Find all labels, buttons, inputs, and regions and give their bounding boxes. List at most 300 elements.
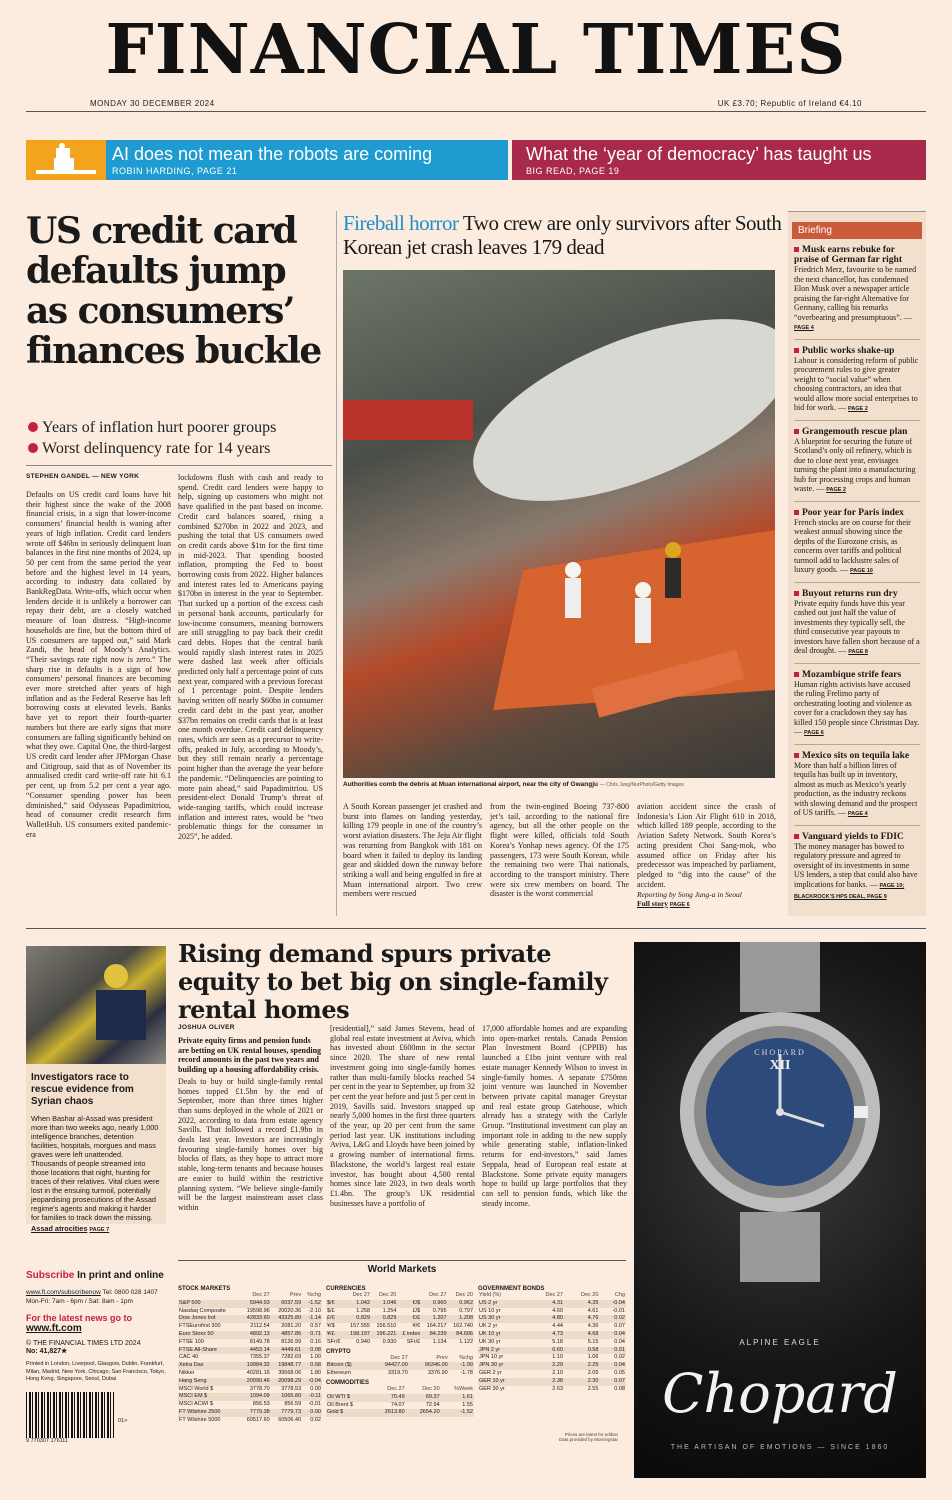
market-row: [478, 1378, 626, 1386]
briefing-page-link[interactable]: PAGE 2: [826, 487, 846, 493]
market-row: [178, 1362, 322, 1370]
market-cell: Ethereum: [327, 1370, 351, 1377]
market-col-header: %chg: [459, 1354, 473, 1361]
market-col-header: [326, 1355, 369, 1363]
market-cell: JPN 2 yr: [478, 1347, 529, 1355]
market-cell: 4.73: [529, 1331, 564, 1339]
market-col-header: [397, 1292, 421, 1300]
market-cell: 0.960: [421, 1300, 447, 1308]
market-cell: -0.04: [302, 1378, 322, 1386]
pe-byline: JOSHUA OLIVER: [178, 1024, 235, 1031]
pe-col-1-wrap: [178, 1036, 323, 1225]
market-cell: 0.08: [614, 1385, 625, 1392]
dial-numeral: XII: [769, 1058, 791, 1073]
market-row: [178, 1378, 322, 1386]
market-cell: 0.962: [448, 1300, 474, 1308]
market-cell: 4.60: [552, 1307, 563, 1314]
market-section-label: CURRENCIES: [326, 1286, 366, 1292]
crash-kicker: Fireball horror: [343, 211, 459, 235]
market-cell: US 10 yr: [479, 1307, 501, 1314]
market-cell: 5.18: [552, 1338, 563, 1345]
market-table-crypto: [326, 1355, 474, 1378]
market-row: [178, 1323, 322, 1331]
market-col-header: Dec 27: [352, 1292, 370, 1298]
briefing-item[interactable]: [794, 508, 920, 583]
crash-col-1: A South Korean passenger jet crashed and burst into flames on landing yesterday, killing 179 people in one of the country’s worst aviation disasters. The Jeju Air flight was returning from Bangkok with 181 on board when it failed to deploy its landing gear and skidded down the runway before striking a wall and being engulfed in fire at Muan international airport. Two crew members were rescued: [343, 802, 482, 899]
market-col-header: Dec 27: [429, 1292, 447, 1298]
banner-democracy[interactable]: [512, 140, 926, 180]
market-col-header: Dec 20: [455, 1292, 473, 1298]
market-cell: 1.207: [421, 1315, 447, 1323]
market-cell: SFr/€: [327, 1338, 341, 1345]
briefing-item-title: Mexico sits on tequila lake: [794, 751, 920, 761]
syria-headline: Investigators race to rescue evidence from Syrian chaos: [31, 1072, 134, 1107]
market-cell: 4.36: [587, 1323, 599, 1330]
market-cell: 856.59: [284, 1401, 302, 1408]
market-row: [478, 1386, 626, 1394]
lead-col-2: lockdowns flush with cash and ready to spend. Credit card lenders were happy to help, signing up customers who might not have qualified in the past based on income. Credit card balances soared, rising a combined $270bn in 2022 and 2023, and pushing the total that US consumers owed on credit cards above $1tn for the first time in mid-2023. That spending boosted inflation, prompting the Fed to boost borrowing costs from 2022. Higher balances and interest rates led to Americans paying $170bn in interest in the year to September. That sucked up a portion of the excess cash in personal bank accounts, particularly for low-income consumers, meaning borrowers are still struggling to pay back their credit card debts. Hopes that the central bank would rapidly slash interest rates in 2025 were dashed last week after officials predicted only half a percentage point of cuts next year, compared with a previous forecast of 1 percentage point. Despite lenders having written off nearly $60bn in consumer credit card debt in the past year, another $37bn remains on credit cards that is at least one month overdue. Credit card delinquency rates, which are seen as a precursor to write-offs, peaked in July, according to Moody’s, but they still remain nearly a percentage point higher than the average the year before the pandemic. “Delinquencies are pointing to more pain ahead,” said Papadimitriou. US president-elect Donald Trump’s threat of wide-ranging tariffs, which could increase inflation and interest rates, would be “two problematic things for the consumer in 2025”, he added.: [178, 473, 323, 842]
crash-caption: Authorities comb the debris at Muan international airport, near the city of Gwangju — Chris Jung/NurPhoto/Getty Images: [343, 781, 684, 788]
market-cell: 856.53: [252, 1401, 270, 1408]
market-cell: 1.046: [371, 1300, 397, 1308]
market-col-header: Yield (%): [479, 1292, 502, 1298]
market-row: [178, 1300, 322, 1308]
market-cell: 0.930: [382, 1338, 397, 1345]
market-cell: 0.58: [564, 1347, 599, 1355]
briefing-item[interactable]: [794, 346, 920, 421]
market-cell: €/£: [397, 1315, 421, 1323]
market-col-header: Prev: [289, 1292, 302, 1298]
lead-bullet-1: Years of inflation hurt poorer groups: [28, 419, 328, 437]
market-cell: 1.258: [356, 1307, 370, 1314]
market-cell: 1.55: [462, 1401, 473, 1408]
market-cell: -0.01: [612, 1307, 625, 1314]
market-cell: 2654.20: [406, 1409, 441, 1417]
market-cell: Gold $: [326, 1409, 371, 1417]
market-cell: -1.52: [441, 1409, 474, 1417]
market-cell: 0.07: [599, 1378, 626, 1386]
market-cell: 0.05: [614, 1369, 625, 1376]
market-cell: 196.221: [371, 1331, 397, 1339]
market-cell: 0.04: [614, 1338, 625, 1345]
market-cell: 1065.80: [271, 1393, 302, 1401]
briefing-item-text: A blueprint for securing the future of Scotland’s only oil refinery, which is due to close next year, envisages turning the plant into a manufacturing hub for processing crops and human waste. — PAGE 2: [794, 436, 916, 493]
market-row: [478, 1354, 626, 1362]
subscribe-box: Subscribe In print and online www.ft.com/subscribenow Tel: 0800 028 1407 Mon-Fri: 7am - 6pm / Sat: 8am - 1pm For the latest news go to www.ft.com © THE FINANCIAL TIMES LTD 2024 No: 41,827★ Printed in London, Liverpool, Glasgow, Dublin, Frankfurt, Milan, Madrid, New York, Chicago, San Francisco, Tokyo, Hong Kong, Singapore, Seoul, Dubai 9 770307 176111 01>: [26, 1270, 171, 1444]
market-cell: 7779.73: [271, 1409, 302, 1417]
pe-col-1: Deals to buy or build single-family rental homes topped £1.5bn by the end of September, more than three times higher than sums deployed in the whole of 2021 or 2022, according to data from estate agency Savills. That followed a record £1.9bn in deals last year. Investors are increasingly favouring single-family homes over big blocks of flats, as they hope to attract more stable, long-term tenants and because houses are easier to build within the restrictive planning system. “We believe single-family will be the largest mainstream asset class within: [178, 1076, 323, 1212]
lead-col-1: Defaults on US credit card loans have hit their highest since the wake of the 2008 financial crisis, in a sign that lower-income consumers’ financial health is waning after years of high inflation. Credit card lenders wrote off $46bn in seriously delinquent loan balances in the first nine months of 2024, up 50 per cent from the same period the year before and the highest level in 14 years, according to industry data collated by BankRegData. Write-offs, which occur when lenders decide it is unlikely a borrower can repay their debt, are a closely watched measure of loan distress. “High-income households are fine, but the bottom third of US consumers are tapped out,” said Mark Zandi, the head of Moody’s Analytics. “Their savings rate right now is zero.” The sharp rise in defaults is a sign of how consumers’ personal finances are becoming ever more stretched after years of high inflation and as the Federal Reserve has left borrowing costs at elevated levels. Banks have yet to report their fourth-quarter numbers but there are early signs that more consumers are falling significantly behind on what they owe. Capital One, the third-largest US credit card lender after JPMorgan Chase and Citigroup, said that as of November its annualised credit card write-off rate hit 6.1 per cent, up from 5.2 per cent a year ago. “Consumer spending power has been diminished,” said Odysseas Papadimitriou, head of consumer credit research firm WalletHub. US consumers exited pandemic-era: [26, 490, 171, 839]
rescue-worker-image: [26, 946, 166, 1064]
market-row: [178, 1417, 322, 1425]
market-cell: -0.01: [308, 1401, 321, 1408]
banner-democracy-title: What the ‘year of democracy’ has taught us: [526, 144, 872, 164]
market-row: [178, 1331, 322, 1339]
plane-wreck-image: [343, 270, 775, 778]
syria-link[interactable]: Assad atrocities: [31, 1224, 88, 1233]
briefing-item-title: Mozambique strife fears: [794, 670, 920, 680]
market-row: [326, 1315, 474, 1323]
markets-panel: [178, 1260, 626, 1442]
market-row: [178, 1354, 322, 1362]
market-cell: 4.80: [529, 1315, 564, 1323]
market-cell: 3376.90: [427, 1370, 448, 1377]
lead-bullet-2: Worst delinquency rate for 14 years: [28, 440, 328, 458]
subscribe-url[interactable]: www.ft.com/subscribenow: [26, 1289, 101, 1296]
market-cell: 3778.70: [249, 1385, 270, 1392]
market-row: [478, 1323, 626, 1331]
market-row: [478, 1308, 626, 1316]
syria-box[interactable]: Investigators race to rescue evidence from Syrian chaos When Bashar al-Assad was president more than two weeks ago, nearly 1,000 intelligence branches, detention facilities, hospitals, morgues and mass graves were left unattended. Thousands of people streamed into those locations that night, hunting for traces of their relatives. Vital clues were lost in the ensuing turmoil, potentially jeopardising prosecutions of the Assad regime’s agents and making it harder for families to track down the missing. Assad atrocities PAGE 7: [26, 1064, 166, 1224]
briefing-page-link[interactable]: PAGE 10: [850, 568, 873, 574]
market-cell: 1.80: [310, 1369, 321, 1376]
market-col-header: [326, 1386, 371, 1394]
market-cell: JPN 10 yr: [479, 1354, 504, 1361]
market-row: [326, 1402, 474, 1410]
watch-icon: [634, 942, 926, 1282]
market-col-header: Dec 20: [422, 1385, 440, 1392]
market-row: [326, 1331, 474, 1339]
market-cell: 72.94: [425, 1401, 440, 1408]
market-cell: 1.61: [441, 1394, 474, 1402]
market-cell: -0.11: [302, 1393, 322, 1401]
market-row: [178, 1308, 322, 1316]
subscribe-label[interactable]: Subscribe: [26, 1270, 75, 1281]
market-cell: 1.10: [552, 1354, 563, 1361]
market-col-header: %chg: [307, 1292, 321, 1298]
market-row: [326, 1339, 474, 1347]
market-row: [326, 1300, 474, 1308]
market-cell: Nikkei: [179, 1369, 194, 1376]
market-cell: UK 10 yr: [478, 1331, 529, 1339]
briefing-item[interactable]: [794, 832, 920, 903]
briefing-label: Briefing: [792, 222, 922, 239]
market-cell: MSCI EM $: [178, 1393, 239, 1401]
market-table-stocks: [178, 1292, 322, 1425]
market-col-header: [178, 1292, 239, 1300]
market-cell: 5944.93: [239, 1300, 270, 1308]
market-cell: JPN 30 yr: [478, 1362, 529, 1370]
market-cell: UK 2 yr: [479, 1323, 498, 1330]
market-cell: ¥/$: [327, 1323, 335, 1330]
market-cell: 156.510: [376, 1323, 397, 1330]
banner-democracy-sub: BIG READ, PAGE 19: [526, 166, 620, 176]
market-cell: 0.04: [599, 1362, 626, 1370]
ad-tagline: THE ARTISAN OF EMOTIONS — SINCE 1860: [670, 1444, 890, 1451]
briefing-page-link[interactable]: PAGE 6: [804, 730, 824, 736]
market-col-header: Prev: [436, 1354, 448, 1361]
market-cell: 0.68: [302, 1362, 322, 1370]
briefing-item-title: Poor year for Paris index: [794, 508, 920, 518]
market-cell: 20098.29: [271, 1378, 302, 1386]
market-cell: -0.04: [599, 1300, 626, 1308]
full-story-link[interactable]: Full story: [637, 899, 669, 908]
market-cell: 4892.13: [239, 1331, 270, 1339]
market-cell: -1.14: [302, 1315, 322, 1323]
lead-headline[interactable]: US credit card defaults jump as consumers’ finances buckle: [26, 210, 321, 372]
market-cell: 0.07: [614, 1323, 625, 1330]
briefing-item-title: Musk earns rebuke for praise of German far right: [794, 245, 920, 265]
briefing-item[interactable]: [794, 245, 920, 340]
crash-col-3: aviation accident since the crash of Indonesia’s Lion Air Flight 610 in 2018, which killed 189 people, according to the Aviation Safety Network. South Korea’s acting president Choi Sang-mok, who assumed office on Friday after his predecessor was impeached by parliament, pledged to “dig into the cause” of the accident.: [637, 802, 776, 889]
market-cell: 3778.53: [281, 1385, 302, 1392]
market-cell: 2.10: [552, 1369, 563, 1376]
banner-ai[interactable]: [26, 140, 508, 180]
market-cell: $/€: [326, 1300, 345, 1308]
market-cell: 4857.86: [271, 1331, 302, 1339]
market-cell: US 30 yr: [478, 1315, 529, 1323]
market-row: [478, 1370, 626, 1378]
markets-title: World Markets: [367, 1264, 437, 1275]
market-cell: 0.04: [599, 1331, 626, 1339]
market-col-header: Dec 27: [252, 1292, 270, 1298]
market-cell: 1.134: [432, 1338, 447, 1345]
crash-headline-block[interactable]: [343, 211, 783, 259]
briefing-page-link[interactable]: PAGE 8: [848, 649, 868, 655]
market-row: [478, 1315, 626, 1323]
market-cell: SFr/£: [406, 1338, 421, 1345]
market-cell: Oil WTI $: [326, 1394, 371, 1402]
market-cell: 4.44: [552, 1323, 563, 1330]
pe-col-3: 17,000 affordable homes and are expanding into open-market rentals. Canada Pension Plan Investment Board (CPPIB) has launched a £1bn joint venture with real estate manager Kennedy Wilson to invest in single-family homes. A separate £750mn joint venture was launched in November between private capital manager Greystar and real estate group Gatehouse, which already has a strategy with the Carlyle Group. “Institutional investment can play an important role in adding to the new supply while generating stable, inflation-linked returns for end-investors,” said James Seppala, head of European real estate at Blackstone. Some private equity managers hope to build up large portfolios that they can sell to pension funds, which like the steady income.: [482, 1024, 627, 1208]
market-cell: GER 10 yr: [478, 1378, 529, 1386]
market-cell: 164.217: [426, 1323, 447, 1330]
market-cell: 3319.70: [387, 1370, 408, 1377]
market-row: [178, 1386, 322, 1394]
market-cell: 198.197: [345, 1331, 371, 1339]
lead-byline: STEPHEN GANDEL — NEW YORK: [26, 473, 140, 480]
market-cell: 84.239: [421, 1331, 447, 1339]
market-cell: ¥/€: [412, 1323, 421, 1330]
market-col-header: %Week: [454, 1385, 473, 1392]
briefing-item-title: Public works shake-up: [794, 346, 920, 356]
briefing-item[interactable]: [794, 751, 920, 826]
crash-reporting: Reporting by Song Jung-a in Seoul: [637, 890, 742, 899]
market-cell: Dow Jones Ind: [178, 1315, 239, 1323]
market-cell: 0.829: [371, 1315, 397, 1323]
market-cell: 20020.36: [278, 1307, 302, 1314]
market-cell: 42833.60: [239, 1315, 270, 1323]
briefing-item[interactable]: [794, 589, 920, 664]
market-table-commodities: [326, 1386, 474, 1417]
crash-col-3-wrap: aviation accident since the crash of Indonesia’s Lion Air Flight 610 in 2018, which killed 189 people, according to the Aviation Safety Network. South Korea’s acting president Choi Sang-mok, who assumed office on Friday after his predecessor was impeached by parliament, pledged to “dig into the cause” of the accident. Reporting by Song Jung-a in Seoul Full story PAGE 6: [637, 802, 776, 908]
market-section-label: COMMODITIES: [326, 1379, 369, 1386]
market-cell: 4.31: [529, 1300, 564, 1308]
market-cell: Nasdaq Composite: [179, 1307, 226, 1314]
market-row: [178, 1409, 322, 1417]
market-row: [478, 1347, 626, 1355]
market-col-header: Dec 20: [580, 1292, 599, 1298]
market-cell: GER 30 yr: [479, 1385, 505, 1392]
market-col-header: [326, 1292, 345, 1300]
market-cell: -2.10: [308, 1307, 321, 1314]
market-cell: US 2 yr: [478, 1300, 529, 1308]
market-cell: 7355.37: [249, 1354, 270, 1361]
pe-col-2: [residential],” said James Stevens, head of global real estate investment at Aviva, which has invested about £600mn in the sector since 2020. The share of new rental investment going into single-family homes rather than multi-family blocks reached 54 per cent in the year to September, up from 32 per cent the year before and just 5 per cent in 2019, Savills said. Investors snapped up nearly 5,000 homes in the first three quarters of the year, up 20 per cent from the same period last year. UK institutions including Aviva, L&G and Lloyds have been joined by a growing number of international firms. Blackstone, the world’s largest real estate investor, has bought about 4,500 rental homes since late 2023, in two deals worth £1.4bn. The group’s UK residential businesses have a portfolio of: [330, 1024, 475, 1208]
market-row: [478, 1362, 626, 1370]
market-cell: 1094.09: [239, 1393, 270, 1401]
market-cell: 1.00: [310, 1354, 321, 1361]
robot-illustration: [26, 140, 106, 180]
market-section-label: CRYPTO: [326, 1348, 351, 1355]
syria-text: When Bashar al-Assad was president more than two weeks ago, nearly 1,000 intelligence branches, detention facilities, hospitals, morgues and mass graves were left unattended. Thousands of people streamed into those locations that night, hunting for traces of their relatives. Vital clues were lost in the ensuing turmoil, potentially jeopardising prosecutions of the Assad regime’s agents and making it harder for families to track down the missing.: [31, 1114, 160, 1222]
briefing-item-text: The money manager has bowed to regulatory pressure and agreed to oversight of its investments in some US lenders, a step that could also have implications for banks. — PAGE 10; BLACKROCK’S HPS DEAL, PAGE 9: [794, 841, 918, 900]
market-cell: 8136.99: [281, 1338, 302, 1345]
market-row: [326, 1409, 474, 1417]
briefing-item-text: Friedrich Merz, favourite to be named the next chancellor, has condemned Elon Musk over a newspaper article praising the far-right Alternative for Germany, calling his remarks “overbearing and presumptuous”. — PAGE 4: [794, 265, 917, 331]
barcode-icon: [26, 1392, 114, 1438]
market-cell: -1.52: [302, 1300, 322, 1308]
market-cell: 2.29: [529, 1362, 564, 1370]
market-cell: 2112.54: [250, 1323, 270, 1330]
market-cell: 2.38: [529, 1378, 564, 1386]
masthead-title[interactable]: FINANCIAL TIMES: [105, 10, 847, 90]
market-cell: Oil Brent $: [327, 1401, 353, 1408]
market-cell: 6037.59: [271, 1300, 302, 1308]
market-cell: 7282.69: [281, 1354, 302, 1361]
market-cell: 162.740: [453, 1323, 473, 1330]
market-cell: 4.76: [564, 1315, 599, 1323]
market-cell: Xetra Dax: [178, 1362, 239, 1370]
briefing-page-link[interactable]: PAGE 2: [848, 406, 868, 412]
market-row: [326, 1323, 474, 1331]
briefing-item-text: French stocks are on course for their weakest annual showing since the depths of the Eurozone crisis, as concerns over tariffs and political turmoil add to lacklustre sales of luxury goods. — PAGE 10: [794, 517, 911, 574]
briefing-item-text: Labour is considering reform of public procurement rules to give greater weight to “social value” when choosing contractors, an idea that would allow more social enterprises to bid for work. — PAGE 2: [794, 355, 919, 412]
market-cell: 0.01: [599, 1347, 626, 1355]
briefing-item[interactable]: [794, 670, 920, 745]
market-cell: 0.57: [310, 1323, 321, 1330]
market-row: [326, 1394, 474, 1402]
market-section-label: GOVERNMENT BONDS: [478, 1286, 545, 1292]
market-row: [178, 1315, 322, 1323]
market-cell: -1.99: [449, 1362, 474, 1370]
market-cell: 43325.80: [271, 1315, 302, 1323]
price-line: UK £3.70; Republic of Ireland €4.10: [717, 99, 862, 108]
market-cell: 40281.16: [246, 1369, 270, 1376]
markets-note: Prices are latest for edition Data provided by Morningstar: [558, 1432, 618, 1442]
market-cell: 0.02: [310, 1416, 321, 1423]
market-cell: €/$: [397, 1300, 421, 1308]
market-cell: 0.02: [599, 1315, 626, 1323]
briefing-item-title: Vanguard yields to FDIC: [794, 832, 920, 842]
market-cell: Hang Seng: [178, 1378, 239, 1386]
ad-model: ALPINE EAGLE: [739, 1338, 821, 1347]
market-row: [178, 1370, 322, 1378]
market-cell: 4453.14: [239, 1347, 270, 1355]
market-cell: 4.68: [564, 1331, 599, 1339]
market-cell: 70.49: [371, 1394, 406, 1402]
market-cell: 0.00: [310, 1385, 321, 1392]
market-cell: 1.208: [448, 1315, 474, 1323]
market-col-header: Dec 27: [387, 1385, 405, 1392]
chopard-ad[interactable]: [634, 942, 926, 1478]
market-cell: MSCI ACWI $: [179, 1401, 213, 1408]
market-cell: £/€: [326, 1315, 345, 1323]
market-row: [178, 1401, 322, 1409]
briefing-item-text: More than half a billion litres of tequila has built up in inventory, almost as much as Mexico’s yearly production, as the industry reckons with slowing demand and the prospect of US tariffs. — PAGE 4: [794, 760, 918, 817]
bullet-dot-icon: [28, 443, 38, 453]
syria-photo: [26, 946, 166, 1064]
market-row: [478, 1339, 626, 1347]
crash-col-2: from the twin-engined Boeing 737-800 jet’s tail, according to the national fire agency, but all the other people on the flight were killed, officials told South Korea’s Yonhap news agency. Of the 175 passengers, 173 were South Korean, while the remaining two were Thai nationals, according to the transport ministry. There were six crew members on board. The disaster is the worst commercial: [490, 802, 629, 899]
market-cell: 0.16: [310, 1338, 321, 1345]
market-cell: 0.02: [614, 1354, 625, 1361]
market-cell: 19848.77: [271, 1362, 302, 1370]
market-cell: ¥/£: [326, 1331, 345, 1339]
market-cell: 20090.46: [239, 1378, 270, 1386]
market-cell: 157.555: [350, 1323, 370, 1330]
market-cell: 0.08: [302, 1347, 322, 1355]
market-cell: GER 2 yr: [479, 1369, 502, 1376]
market-cell: UK 30 yr: [479, 1338, 501, 1345]
market-cell: 2081.20: [281, 1323, 302, 1330]
market-cell: 8149.78: [249, 1338, 270, 1345]
crash-headline: Two crew are only survivors after South Korean jet crash leaves 179 dead: [343, 211, 782, 259]
market-col-header: Chg: [614, 1292, 625, 1298]
ft-site-link[interactable]: www.ft.com: [26, 1323, 82, 1334]
market-cell: 2.25: [564, 1362, 599, 1370]
market-row: [326, 1362, 474, 1370]
market-cell: 74.07: [390, 1401, 405, 1408]
market-cell: 0.60: [529, 1347, 564, 1355]
market-cell: 0.829: [345, 1315, 371, 1323]
market-cell: 0.940: [356, 1338, 370, 1345]
market-cell: 4449.61: [271, 1347, 302, 1355]
briefing-page-link[interactable]: PAGE 10; BLACKROCK’S HPS DEAL, PAGE 9: [794, 882, 905, 900]
pe-headline[interactable]: Rising demand spurs private equity to bet big on single-family rental homes: [178, 939, 608, 1024]
ad-brand: Chopard: [662, 1362, 898, 1425]
date-line: MONDAY 30 DECEMBER 2024: [90, 99, 215, 108]
market-cell: 0.00: [302, 1409, 322, 1417]
briefing-item[interactable]: [794, 427, 920, 502]
market-cell: 2.05: [587, 1369, 599, 1376]
dial-brand: CHOPARD: [754, 1048, 806, 1057]
market-cell: 1.042: [345, 1300, 371, 1308]
briefing-page-link[interactable]: PAGE 4: [794, 325, 814, 331]
market-cell: 39568.06: [278, 1369, 302, 1376]
crash-photo: [343, 270, 775, 778]
pe-lede: Private equity firms and pension funds are betting on UK rental houses, spending record amounts in the past two years and building up a housing affordability crisis.: [178, 1036, 322, 1075]
market-cell: 2.30: [564, 1378, 599, 1386]
market-cell: 69.37: [406, 1394, 441, 1402]
market-cell: 2613.80: [371, 1409, 406, 1417]
market-section-label: STOCK MARKETS: [178, 1286, 231, 1292]
market-cell: 19984.32: [239, 1362, 270, 1370]
market-cell: £ index: [397, 1331, 421, 1339]
market-cell: 4.61: [587, 1307, 599, 1314]
market-cell: 94427.00: [369, 1362, 409, 1370]
briefing-panel: [788, 211, 926, 916]
market-cell: $/£: [327, 1307, 335, 1314]
market-cell: CAC 40: [179, 1354, 199, 1361]
market-cell: 0.797: [459, 1307, 473, 1314]
market-cell: -1.78: [460, 1370, 473, 1377]
market-cell: FTSE 100: [179, 1338, 204, 1345]
market-table-currencies: [326, 1292, 474, 1347]
market-cell: 60517.60: [246, 1416, 270, 1423]
market-cell: 4.35: [564, 1300, 599, 1308]
briefing-page-link[interactable]: PAGE 4: [847, 811, 868, 817]
banner-ai-title: AI does not mean the robots are coming: [112, 144, 433, 164]
banner-ai-sub: ROBIN HARDING, PAGE 21: [112, 166, 238, 176]
market-cell: 96346.00: [409, 1362, 449, 1370]
market-cell: 0.71: [302, 1331, 322, 1339]
market-cell: FTSEurofirst 300: [179, 1323, 221, 1330]
market-table-bonds: [478, 1292, 626, 1393]
market-cell: 0.795: [432, 1307, 447, 1314]
market-cell: S&P 500: [178, 1300, 239, 1308]
market-cell: 1.254: [382, 1307, 397, 1314]
